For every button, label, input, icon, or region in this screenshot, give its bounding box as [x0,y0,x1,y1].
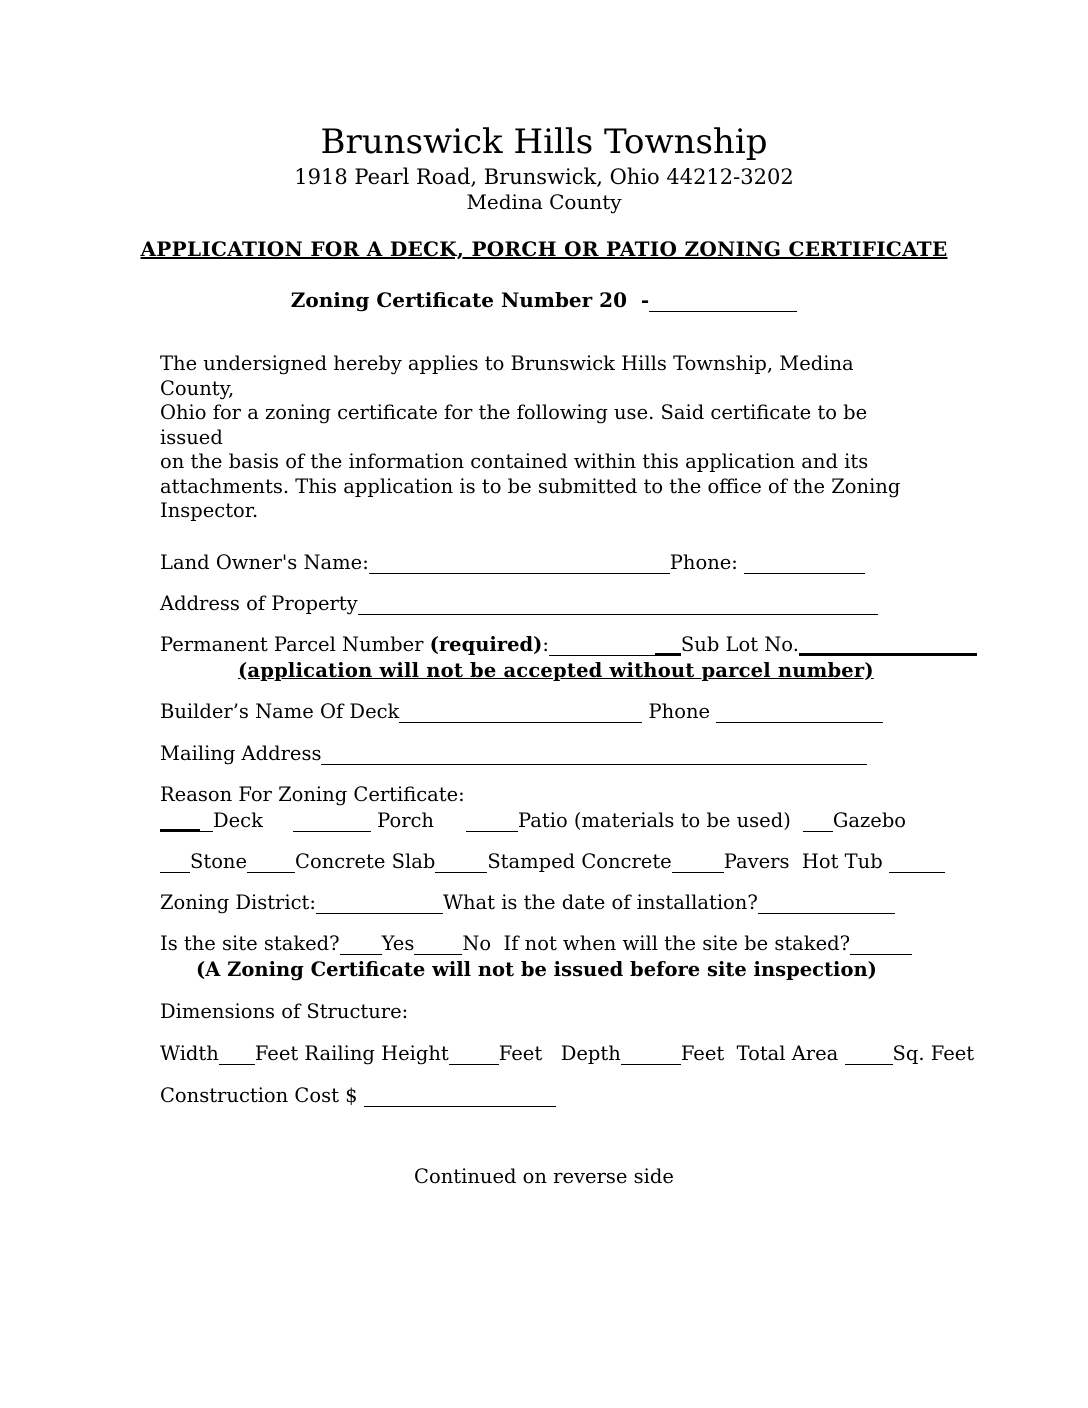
staked-yes-blank [340,933,382,954]
porch-label: Porch [370,808,434,832]
stamped-concrete-blank [435,851,487,872]
parcel-note-row [238,658,920,684]
sq-feet-label: Sq. Feet [892,1041,975,1065]
staked-when-blank [850,933,912,954]
width-label: Width [160,1041,219,1065]
certificate-number-label: Zoning Certificate Number 20 - [290,288,650,312]
deck-blank [200,810,213,831]
intro-line: Inspector. [160,499,259,522]
deck-blank-bold [160,808,200,831]
mailing-address-blank [321,743,867,764]
site-staked-row [160,931,920,957]
width-blank [219,1043,255,1064]
structure-type-row [160,808,920,834]
stone-label: Stone [190,849,248,873]
builder-name-blank [399,701,642,722]
form-body [160,352,975,1109]
intro-paragraph [160,352,920,524]
feet-total-label: Feet Total Area [680,1041,845,1065]
builder-label: Builder’s Name Of Deck [160,699,400,723]
inspection-note-row [196,957,920,983]
phone-label: Phone: [669,550,745,574]
yes-label: Yes [381,931,415,955]
mailing-address-row [160,741,920,767]
intro-line: The undersigned hereby applies to Brunswick Hills Township, Medina County, [160,352,854,400]
deck-label: Deck [213,808,263,832]
zoning-district-label: Zoning District: [160,890,316,914]
parcel-number-blank-bold [655,632,681,655]
gazebo-label: Gazebo [832,808,907,832]
application-title: APPLICATION FOR A DECK, PORCH OR PATIO ZONING CERTIFICATE [140,237,948,261]
phone-blank [744,552,865,573]
construction-cost-label: Construction Cost $ [160,1083,364,1107]
gazebo-blank [803,810,833,831]
land-owner-label: Land Owner's Name: [160,550,369,574]
inspection-note-text: (A Zoning Certificate will not be issued before site inspection) [196,957,877,981]
stamped-concrete-label: Stamped Concrete [487,849,672,873]
porch-blank [293,810,371,831]
certificate-number-blank [649,290,797,312]
staked-no-blank [414,933,462,954]
reason-row [160,782,920,808]
intro-line: Ohio for a zoning certificate for the following use. Said certificate to be issued [160,401,868,449]
parcel-number-row [160,632,920,658]
concrete-slab-blank [247,851,295,872]
construction-cost-blank [364,1085,556,1106]
feet-railing-label: Feet Railing Height [254,1041,449,1065]
pavers-blank [672,851,724,872]
hot-tub-blank [889,851,945,872]
address-property-blank [358,593,878,614]
county-name: Medina County [466,190,622,214]
no-label: No If not when will the site be staked? [462,931,851,955]
concrete-slab-label: Concrete Slab [295,849,436,873]
railing-height-blank [449,1043,499,1064]
address-property-label: Address of Property [160,591,358,615]
land-owner-row [160,550,920,576]
patio-blank [466,810,518,831]
continued-footer [0,1165,1088,1188]
address-property-row [160,591,920,617]
feet-depth-label: Feet Depth [498,1041,621,1065]
measurements-row [160,1041,975,1067]
continued-text: Continued on reverse side [414,1164,674,1188]
land-owner-blank [369,552,670,573]
intro-line: attachments. This application is to be submitted to the office of the Zoning [160,474,901,498]
depth-blank [621,1043,681,1064]
zoning-district-row [160,890,920,916]
township-address: 1918 Pearl Road, Brunswick, Ohio 44212-3202 [294,165,794,189]
site-staked-label: Is the site staked? [160,931,340,955]
township-title: Brunswick Hills Township [320,122,768,162]
patio-label: Patio (materials to be used) [518,808,791,832]
materials-row [160,849,920,875]
builder-row [160,699,920,725]
construction-cost-row [160,1083,920,1109]
stone-blank [160,851,190,872]
dimensions-label: Dimensions of Structure: [160,999,409,1023]
builder-phone-label: Phone [642,699,717,723]
total-area-blank [845,1043,893,1064]
reason-label: Reason For Zoning Certificate: [160,782,465,806]
parcel-colon: : [542,632,549,656]
sub-lot-label: Sub Lot No. [680,632,799,656]
parcel-required-label: (required) [429,632,543,656]
mailing-address-label: Mailing Address [160,741,322,765]
sub-lot-blank [799,632,977,655]
builder-phone-blank [716,701,883,722]
parcel-number-blank [549,634,655,655]
install-date-label: What is the date of installation? [442,890,758,914]
dimensions-row [160,999,920,1025]
intro-line: on the basis of the information contained within this application and its [160,450,869,473]
zoning-district-blank [316,892,443,913]
parcel-number-label: Permanent Parcel Number [160,632,430,656]
document-header [0,0,1088,312]
pavers-hottub-label: Pavers Hot Tub [723,849,889,873]
install-date-blank [758,892,895,913]
parcel-note-text: (application will not be accepted without parcel number) [238,658,874,682]
certificate-number-line [0,288,1088,312]
